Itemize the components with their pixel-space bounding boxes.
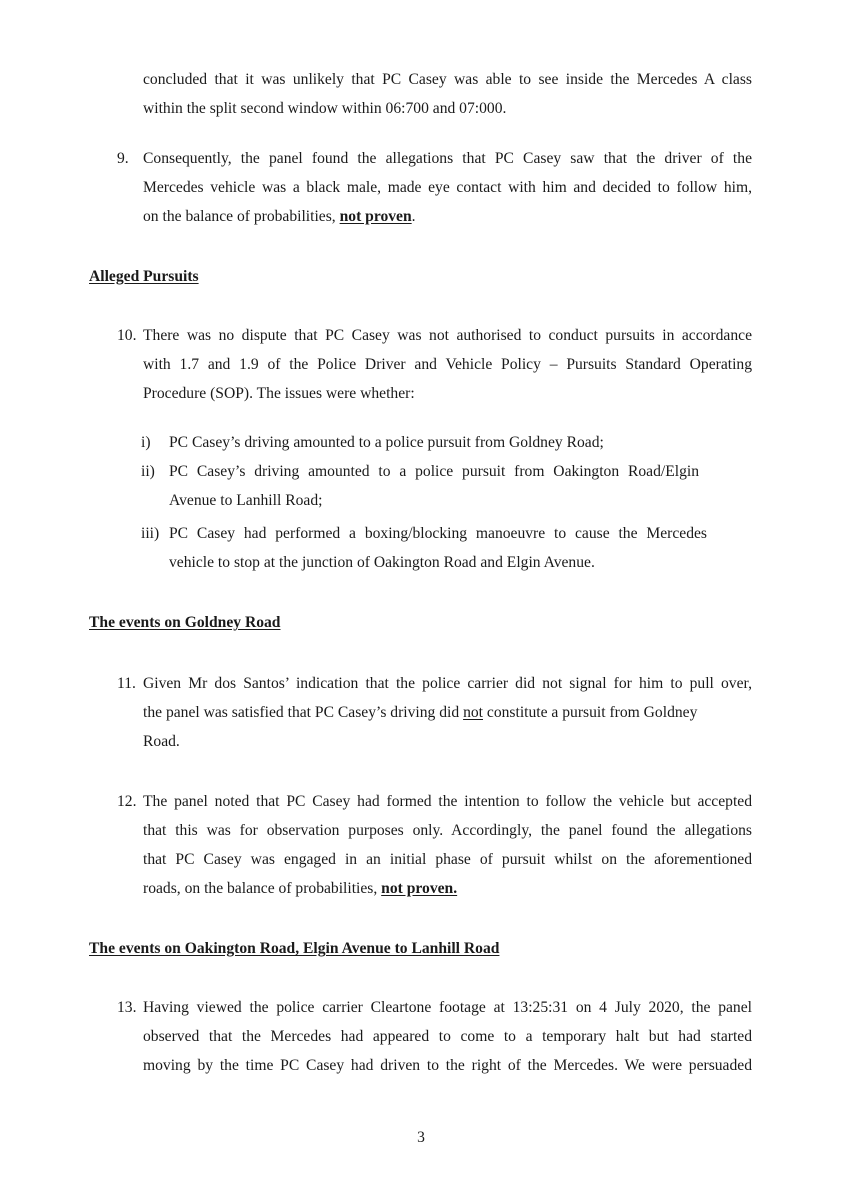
paragraph-10-line-2: with 1.7 and 1.9 of the Police Driver and Vehicle Policy – Pursuits Standard Operating xyxy=(143,356,752,373)
issue-marker-i: i) xyxy=(141,434,151,451)
issue-i-line-1: PC Casey’s driving amounted to a police pursuit from Goldney Road; xyxy=(169,434,604,451)
paragraph-10-line-3: Procedure (SOP). The issues were whether: xyxy=(143,385,415,402)
paragraph-13-line-1: Having viewed the police carrier Cleartone footage at 13:25:31 on 4 July 2020, the panel xyxy=(143,999,752,1016)
paragraph-13-line-2: observed that the Mercedes had appeared to come to a temporary halt but had started xyxy=(143,1028,752,1045)
paragraph-10-number: 10. xyxy=(117,327,137,344)
not-proven-emphasis: not proven xyxy=(339,208,412,225)
paragraph-12-line-3: that PC Casey was engaged in an initial phase of pursuit whilst on the aforementioned xyxy=(143,851,752,868)
issue-iii-line-1: PC Casey had performed a boxing/blocking manoeuvre to cause the Mercedes xyxy=(169,525,707,542)
issue-ii-line-2: Avenue to Lanhill Road; xyxy=(169,492,323,509)
paragraph-11-line-2-end: constitute a pursuit from Goldney xyxy=(483,704,698,721)
paragraph-11-line-2 xyxy=(143,703,697,723)
issue-ii-line-1: PC Casey’s driving amounted to a police pursuit from Oakington Road/Elgin xyxy=(169,463,699,480)
issue-marker-ii: ii) xyxy=(141,463,155,480)
paragraph-9-line-3-text: on the balance of probabilities, xyxy=(143,208,340,225)
paragraph-9-line-2: Mercedes vehicle was a black male, made eye contact with him and decided to follow him, xyxy=(143,179,752,196)
paragraph-13-number: 13. xyxy=(117,999,137,1016)
issue-marker-iii: iii) xyxy=(141,525,160,542)
heading-oakington-road: The events on Oakington Road, Elgin Avenue to Lanhill Road xyxy=(89,940,500,957)
paragraph-12-number: 12. xyxy=(117,793,137,810)
paragraph-12-line-4-text: roads, on the balance of probabilities, xyxy=(143,880,382,897)
paragraph-11-line-3: Road. xyxy=(143,733,180,750)
paragraph-11-number: 11. xyxy=(117,675,136,692)
paragraph-9-line-1: Consequently, the panel found the allegations that PC Casey saw that the driver of the xyxy=(143,150,752,167)
continuation-line-2: within the split second window within 06:700 and 07:000. xyxy=(143,100,507,117)
paragraph-13-line-3: moving by the time PC Casey had driven to the right of the Mercedes. We were persuaded xyxy=(143,1057,752,1074)
issue-iii-line-2: vehicle to stop at the junction of Oakington Road and Elgin Avenue. xyxy=(169,554,595,571)
continuation-line-1: concluded that it was unlikely that PC Casey was able to see inside the Mercedes A class xyxy=(143,71,752,88)
paragraph-10-line-1: There was no dispute that PC Casey was not authorised to conduct pursuits in accordance xyxy=(143,327,752,344)
paragraph-9-number: 9. xyxy=(117,150,129,167)
paragraph-12-line-2: that this was for observation purposes only. Accordingly, the panel found the allegations xyxy=(143,822,752,839)
paragraph-11-line-2-text: the panel was satisfied that PC Casey’s driving did xyxy=(143,704,464,721)
paragraph-12-line-4 xyxy=(143,879,457,899)
page-number: 3 xyxy=(417,1129,425,1146)
paragraph-9-line-3-end: . xyxy=(411,208,416,225)
heading-alleged-pursuits: Alleged Pursuits xyxy=(89,268,199,285)
paragraph-9-line-3 xyxy=(143,207,416,227)
not-emphasis: not xyxy=(463,704,483,721)
heading-goldney-road: The events on Goldney Road xyxy=(89,614,281,631)
paragraph-11-line-1: Given Mr dos Santos’ indication that the police carrier did not signal for him to pull over, xyxy=(143,675,752,692)
paragraph-12-line-1: The panel noted that PC Casey had formed the intention to follow the vehicle but accepted xyxy=(143,793,752,810)
not-proven-emphasis-2: not proven. xyxy=(381,880,458,897)
